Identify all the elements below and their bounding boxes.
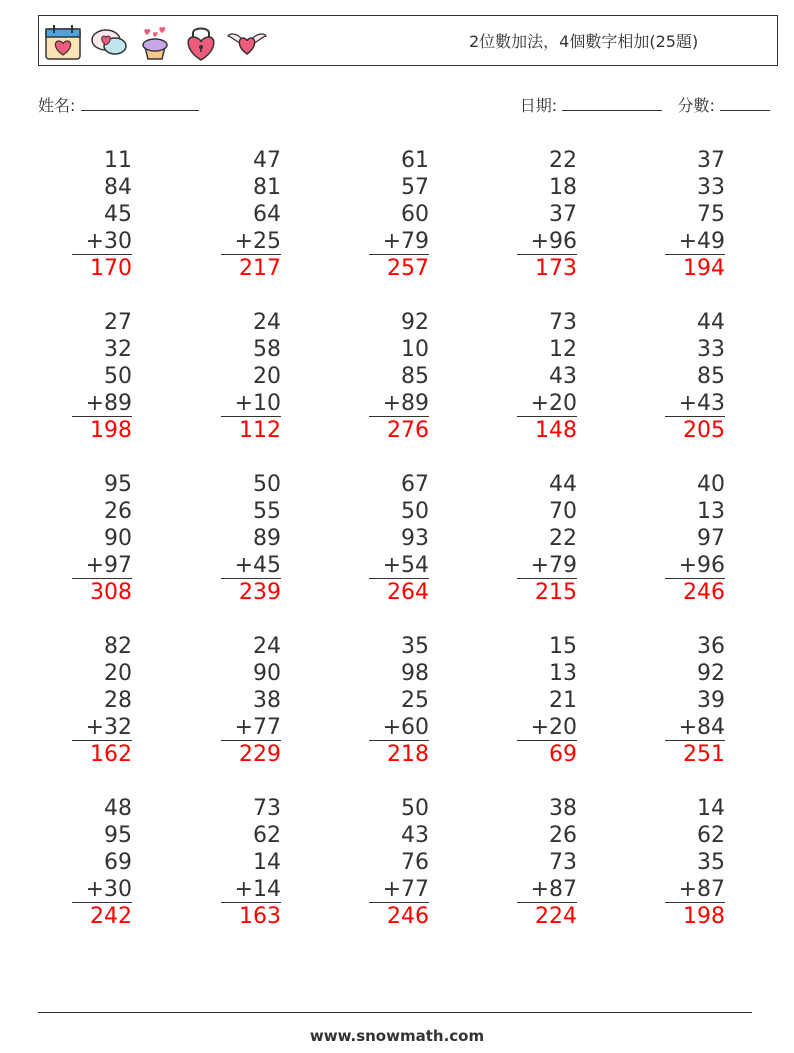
addend: 40 [697,472,725,497]
addend: 82 [104,634,132,659]
addition-problem [72,633,132,768]
addend-with-plus: +89 [369,390,429,417]
addend: 27 [104,310,132,335]
worksheet-title: 2位數加法，4個數字相加(25題) [469,32,699,51]
addend: 97 [697,526,725,551]
addend: 14 [697,796,725,821]
addend: 84 [104,175,132,200]
addition-problem [369,309,429,444]
answer: 162 [90,742,132,767]
addend: 55 [253,499,281,524]
addition-problem [221,795,281,930]
addend: 20 [253,364,281,389]
addend-with-plus: +25 [221,228,281,255]
addend-with-plus: +79 [369,228,429,255]
addend: 73 [549,310,577,335]
answer: 112 [239,418,281,443]
addend: 22 [549,526,577,551]
addend: 33 [697,175,725,200]
addend-with-plus: +43 [665,390,725,417]
addend: 25 [401,688,429,713]
addend-with-plus: +97 [72,552,132,579]
addend-with-plus: +45 [221,552,281,579]
addend: 20 [104,661,132,686]
answer: 264 [387,580,429,605]
addition-problem [221,633,281,768]
name-label: 姓名: [38,96,76,115]
answer: 239 [239,580,281,605]
addend: 32 [104,337,132,362]
addend-with-plus: +49 [665,228,725,255]
addend: 15 [549,634,577,659]
addend: 13 [549,661,577,686]
addend: 14 [253,850,281,875]
addend: 48 [104,796,132,821]
addend: 22 [549,148,577,173]
addend: 43 [401,823,429,848]
addend-with-plus: +30 [72,876,132,903]
addend: 50 [401,796,429,821]
addend: 64 [253,202,281,227]
addend-with-plus: +60 [369,714,429,741]
addend: 12 [549,337,577,362]
addend: 58 [253,337,281,362]
addend: 24 [253,634,281,659]
answer: 246 [683,580,725,605]
addend: 93 [401,526,429,551]
addition-problem [665,471,725,606]
addend: 13 [697,499,725,524]
addition-problem [369,795,429,930]
answer: 217 [239,256,281,281]
addend: 37 [697,148,725,173]
addition-problem [517,795,577,930]
addend: 85 [401,364,429,389]
addend-with-plus: +77 [221,714,281,741]
addition-problem [369,471,429,606]
addend: 38 [549,796,577,821]
addend: 81 [253,175,281,200]
name-field [38,93,199,116]
answer: 215 [535,580,577,605]
addend: 69 [104,850,132,875]
addend: 67 [401,472,429,497]
addition-problem [517,309,577,444]
addition-problem [665,633,725,768]
addition-problem [517,471,577,606]
addition-problem [665,795,725,930]
addend: 50 [253,472,281,497]
heart-padlock-icon [181,22,221,62]
addend: 26 [549,823,577,848]
speech-bubbles-heart-icon [89,22,129,62]
date-blank [562,98,662,111]
addition-problem [221,471,281,606]
answer: 229 [239,742,281,767]
addition-problem [665,309,725,444]
answer: 308 [90,580,132,605]
addend-with-plus: +96 [517,228,577,255]
addend: 35 [697,850,725,875]
cupcake-hearts-icon [135,22,175,62]
winged-heart-icon [227,22,267,62]
addition-problem [665,147,725,282]
addend: 62 [253,823,281,848]
answer: 276 [387,418,429,443]
addend-with-plus: +79 [517,552,577,579]
addend-with-plus: +30 [72,228,132,255]
score-blank [720,98,770,111]
addend: 90 [253,661,281,686]
addend-with-plus: +84 [665,714,725,741]
answer: 170 [90,256,132,281]
addend: 44 [697,310,725,335]
addend-with-plus: +20 [517,390,577,417]
addend: 62 [697,823,725,848]
answer: 198 [90,418,132,443]
addition-problem [72,471,132,606]
addend: 61 [401,148,429,173]
addend-with-plus: +96 [665,552,725,579]
answer: 251 [683,742,725,767]
footer-divider [38,1012,752,1013]
addition-problem [72,309,132,444]
addend: 11 [104,148,132,173]
answer: 194 [683,256,725,281]
addend: 33 [697,337,725,362]
answer: 205 [683,418,725,443]
header-icons [43,20,267,64]
addend: 75 [697,202,725,227]
answer: 242 [90,904,132,929]
answer: 218 [387,742,429,767]
worksheet-header [38,15,778,66]
addend-with-plus: +54 [369,552,429,579]
addend: 37 [549,202,577,227]
answer: 148 [535,418,577,443]
addend-with-plus: +20 [517,714,577,741]
addition-problem [517,147,577,282]
answer: 163 [239,904,281,929]
date-score-fields [520,93,770,116]
addend: 24 [253,310,281,335]
addend: 92 [697,661,725,686]
addition-problem [72,795,132,930]
addend: 89 [253,526,281,551]
addend: 95 [104,472,132,497]
addend: 50 [104,364,132,389]
answer: 246 [387,904,429,929]
addend-with-plus: +14 [221,876,281,903]
addend-with-plus: +87 [517,876,577,903]
addend: 28 [104,688,132,713]
addend: 95 [104,823,132,848]
addition-problem [369,633,429,768]
addition-problem [517,633,577,768]
addend: 60 [401,202,429,227]
addend: 92 [401,310,429,335]
addend-with-plus: +89 [72,390,132,417]
addition-problem [72,147,132,282]
addend-with-plus: +32 [72,714,132,741]
addition-problem [221,309,281,444]
addend: 26 [104,499,132,524]
calendar-heart-icon [43,22,83,62]
answer: 198 [683,904,725,929]
addend: 73 [253,796,281,821]
addend: 70 [549,499,577,524]
addend: 85 [697,364,725,389]
addend: 35 [401,634,429,659]
answer: 69 [549,742,577,767]
addend-with-plus: +10 [221,390,281,417]
addend: 76 [401,850,429,875]
addend-with-plus: +87 [665,876,725,903]
addend: 57 [401,175,429,200]
date-label: 日期: [519,96,558,115]
addend: 90 [104,526,132,551]
addend: 50 [401,499,429,524]
addend: 73 [549,850,577,875]
addend-with-plus: +77 [369,876,429,903]
score-label: 分數: [677,96,715,115]
addend: 36 [697,634,725,659]
addend: 47 [253,148,281,173]
addition-problem [221,147,281,282]
name-blank [81,98,199,111]
addend: 38 [253,688,281,713]
addend: 18 [549,175,577,200]
addend: 44 [549,472,577,497]
addend: 98 [401,661,429,686]
addend: 39 [697,688,725,713]
footer-site: www.snowmath.com [309,1027,485,1045]
addend: 43 [549,364,577,389]
addend: 45 [104,202,132,227]
answer: 173 [535,256,577,281]
addend: 10 [401,337,429,362]
addition-problem [369,147,429,282]
addend: 21 [549,688,577,713]
answer: 224 [535,904,577,929]
answer: 257 [387,256,429,281]
